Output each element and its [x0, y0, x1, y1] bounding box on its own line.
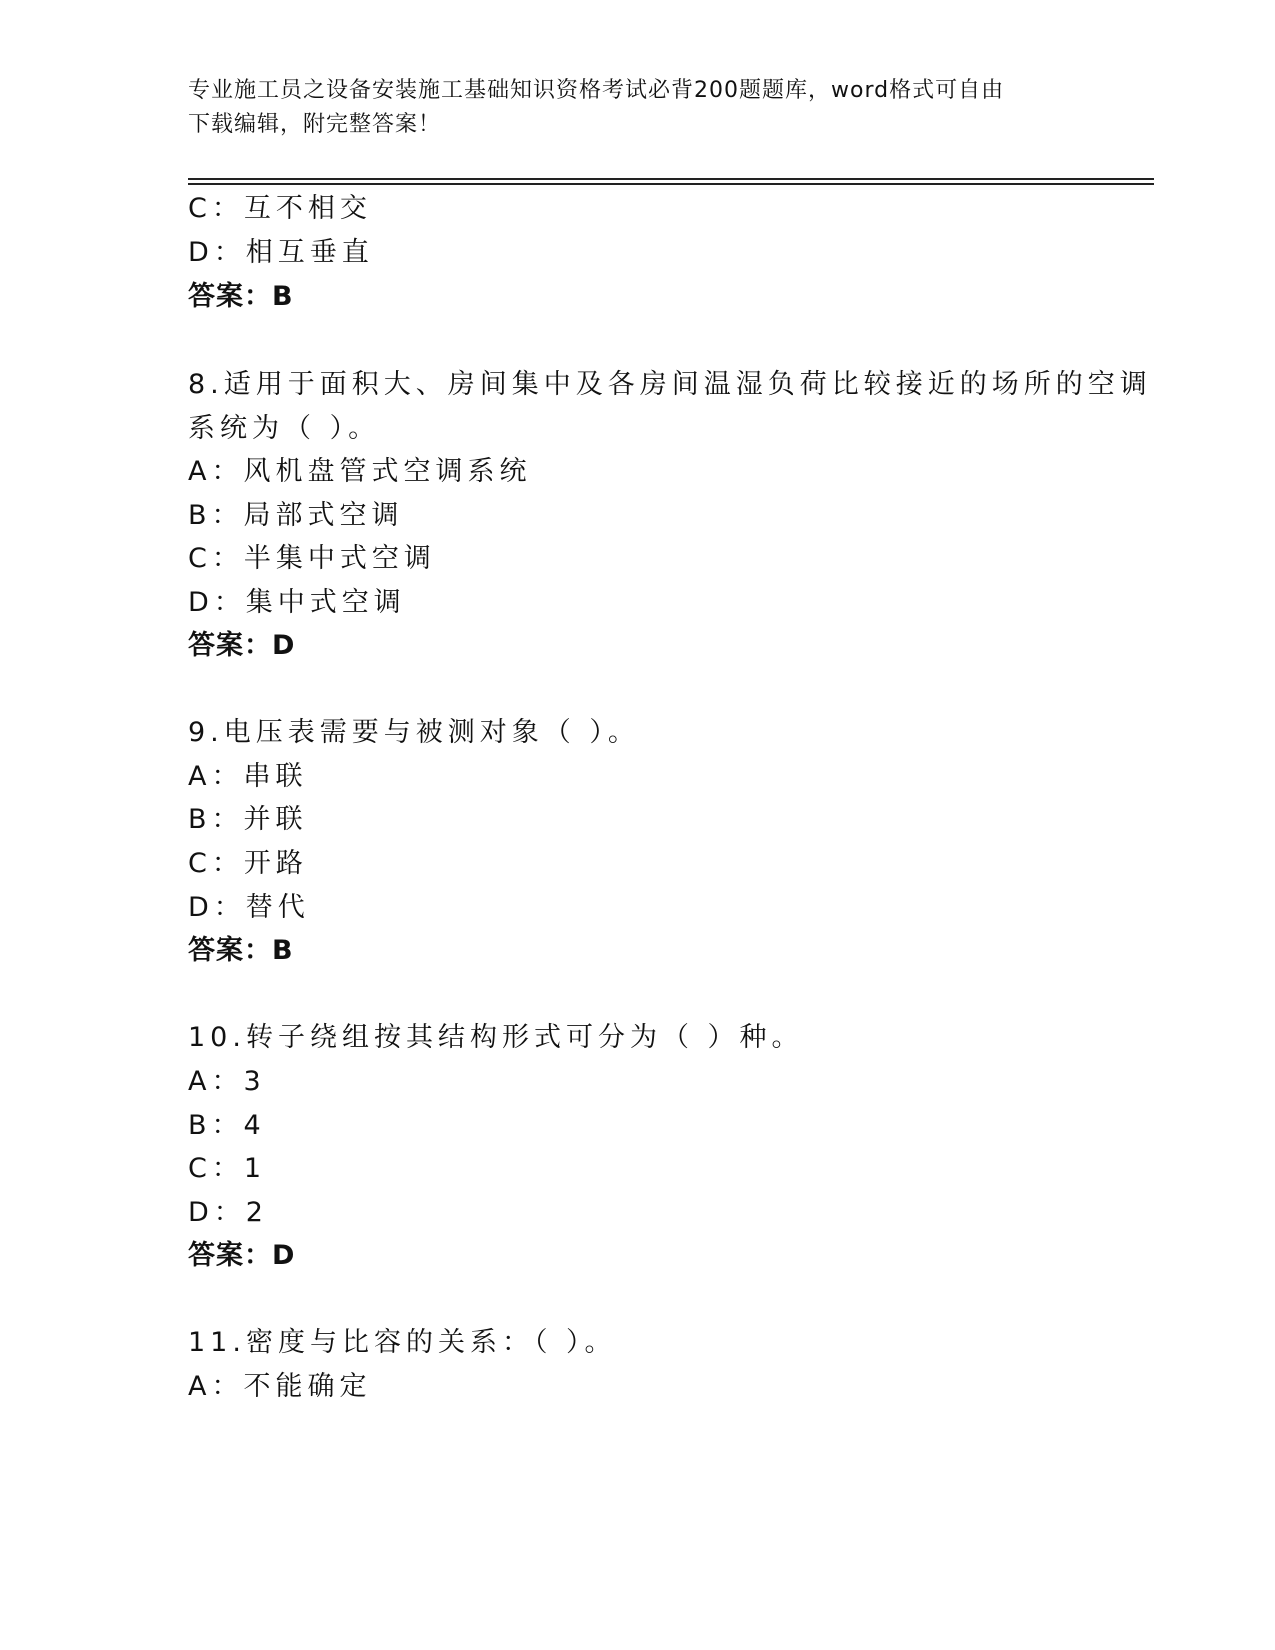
question-8-option-d: D：集中式空调: [188, 587, 406, 618]
question-9-stem: 9.电压表需要与被测对象（ ）。: [188, 717, 640, 748]
question-10-option-d: D：2: [188, 1197, 268, 1228]
question-9-answer: 答案：B: [188, 935, 294, 966]
question-8-option-b: B：局部式空调: [188, 500, 404, 531]
question-8-option-a: A：风机盘管式空调系统: [188, 456, 532, 487]
question-8-stem: 8.适用于面积大、房间集中及各房间温湿负荷比较接近的场所的空调: [188, 369, 1152, 400]
question-10-answer: 答案：D: [188, 1240, 296, 1271]
question-9-option-d: D：替代: [188, 892, 310, 923]
option-c: C：互不相交: [188, 193, 372, 224]
question-10-option-b: B：4: [188, 1110, 266, 1141]
question-8-answer: 答案：D: [188, 630, 296, 661]
question-8-option-c: C：半集中式空调: [188, 543, 436, 574]
answer: 答案：B: [188, 281, 294, 312]
question-9-option-b: B：并联: [188, 804, 308, 835]
document-header: [188, 74, 1068, 142]
question-11-option-a: A：不能确定: [188, 1371, 372, 1402]
header-rule-top: [188, 178, 1154, 180]
question-8-stem-cont: 系统为（ ）。: [188, 413, 381, 444]
question-10-option-a: A：3: [188, 1066, 266, 1097]
option-d: D：相互垂直: [188, 237, 374, 268]
question-10-option-c: C：1: [188, 1153, 267, 1184]
header-line-1: 专业施工员之设备安装施工基础知识资格考试必背200题题库，word格式可自由: [188, 78, 1005, 103]
header-line-2: 下载编辑，附完整答案！: [188, 112, 442, 137]
header-rule-bottom: [188, 183, 1154, 185]
question-11-stem: 11.密度与比容的关系：（ ）。: [188, 1327, 617, 1358]
question-9-option-c: C：开路: [188, 848, 308, 879]
question-10-stem: 10.转子绕组按其结构形式可分为（ ）种。: [188, 1022, 804, 1053]
question-9-option-a: A：串联: [188, 761, 308, 792]
